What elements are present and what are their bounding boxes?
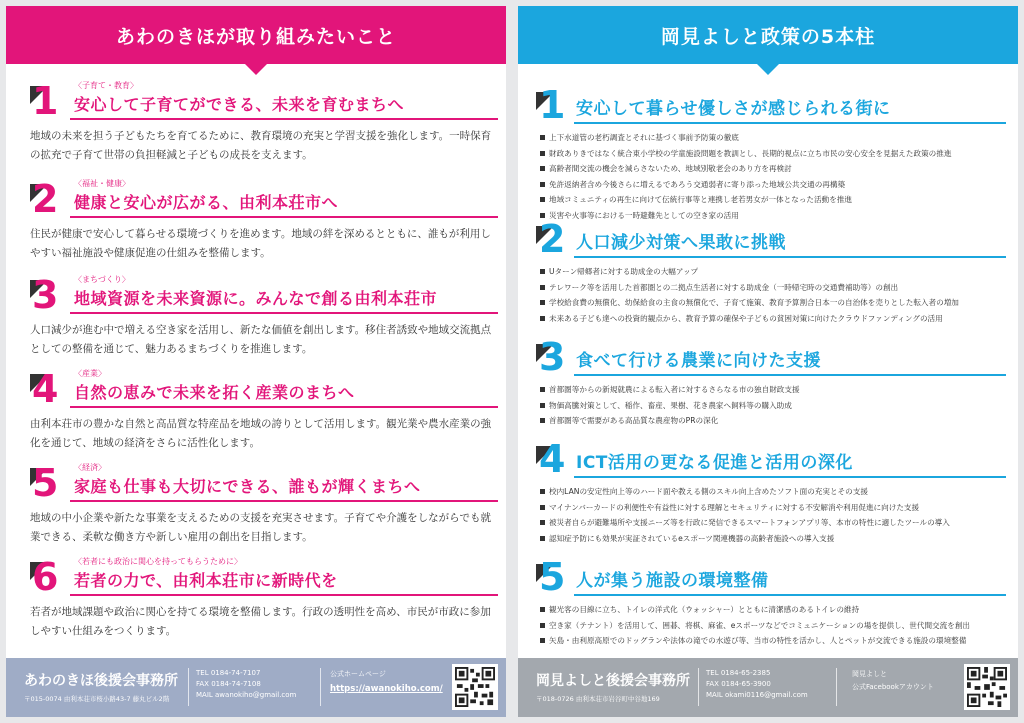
divider [836,668,837,706]
right-panel [518,6,1018,717]
web-label: 公式ホームページ [330,670,386,678]
item-category: 〈経済〉 [74,463,106,472]
divider [574,594,1006,596]
item-title: 若者の力で、由利本荘市に新時代を [74,571,338,590]
item-title: ICT活用の更なる促進と活用の深化 [576,453,853,473]
right-item-3 [536,335,1006,434]
item-title: 地域資源を未来資源に。みんなで創る由利本荘市 [74,289,438,308]
list-item: 上下水道管の老朽調査とそれに基づく事前予防策の徹底 [540,130,1010,146]
number-badge: 5 [536,564,568,604]
right-item-2 [536,217,1006,336]
item-body: 地域の未来を担う子どもたちを育てるために、教育環境の充実と学習支援を強化します。一時保育の拡充で子育て世帯の負担軽減と子どもの成長を支えます。 [30,130,492,161]
number-badge: 4 [32,367,59,411]
divider [574,374,1006,376]
tel: TEL 0184-65-2385 [706,669,771,677]
divider [70,216,498,218]
left-item-2 [30,178,492,278]
item-body: 人口減少が進む中で増える空き家を活用し、新たな価値を創出します。移住者誘致や地域交流拠点としての整備を通じて、魅力あるまちづくりを推進します。 [30,324,492,355]
item-body: 住民が健康で安心して暮らせる環境づくりを進めます。地域の絆を深めるとともに、誰もが利用しやすい福祉施設や健康促進の仕組みを整備します。 [30,228,491,259]
web-label: 岡見よしと [852,670,887,678]
list-item: 被災者自らが避難場所や支援ニーズ等を行政に発信できるスマートフォンアプリ等、本市の特性に適したツールの導入 [540,515,1010,531]
mail[interactable]: MAIL okami0116@gmail.com [706,691,808,699]
number-badge: 1 [536,92,568,132]
list-item: 認知症予防にも効果が実証されているeスポーツ関連機器の高齢者施設への導入支援 [540,531,1010,547]
bullet-list [540,602,1010,649]
contact-info [196,668,296,701]
office-name: あわのきほ後援会事務所 [24,673,178,689]
item-title: 安心して暮らせ優しさが感じられる街に [576,99,891,119]
list-item: 校内LANの安定性向上等のハード面や教える側のスキル向上含めたソフト面の充実とその支援 [540,484,1010,500]
right-item-4 [536,437,1006,556]
bullet-list [540,130,1010,223]
number-badge: 4 [536,446,568,486]
list-item: 高齢者間交流の機会を減らさないため、地域別敬老会のあり方を再検討 [540,161,1010,177]
item-category: 〈産業〉 [74,369,106,378]
divider [70,500,498,502]
divider [70,406,498,408]
bullet-list [540,382,1010,429]
office-address: 〒018-0726 由利本荘市岩谷町中谷地169 [536,695,660,703]
fax: FAX 0184-65-3900 [706,680,771,688]
list-item: 地域コミュニティの再生に向けて伝統行事等と連携し老若男女が一体となった活動を推進 [540,192,1010,208]
item-title: 食べて行ける農業に向けた支援 [576,351,821,371]
list-item: 免許返納者含め今後さらに増えるであろう交通弱者に寄り添った地域公共交通の再構築 [540,177,1010,193]
divider [70,118,498,120]
item-category: 〈福祉・健康〉 [74,179,130,188]
list-item: 観光客の目線に立ち、トイレの洋式化（ウォッシャー）とともに清潔感のあるトイレの維持 [540,602,1010,618]
left-item-6 [30,556,492,656]
item-title: 家庭も仕事も大切にできる、誰もが輝くまちへ [74,477,421,496]
left-header: あわのきほが取り組みたいこと [6,6,506,64]
list-item: 首都圏等で需要がある高品質な農産物のPRの深化 [540,413,1010,429]
divider [70,594,498,596]
number-badge: 1 [32,79,59,123]
divider [320,668,321,706]
list-item: 物価高騰対策として、稲作、畜産、果樹、花き農家へ飼料等の購入助成 [540,398,1010,414]
number-badge: 6 [32,555,59,599]
qr-code-graphic [967,667,1007,707]
item-body: 由利本荘市の豊かな自然と高品質な特産品を地域の誇りとして活用します。観光業や農水産業の強化を通じて、地域の経済をさらに活性化します。 [30,418,492,449]
qr-code-icon[interactable] [964,664,1010,710]
item-category: 〈若者にも政治に関心を持ってもらうために〉 [74,557,242,566]
bullet-list [540,484,1010,546]
qr-code-graphic [455,667,495,707]
left-item-5 [30,462,492,562]
right-header: 岡見よしと政策の5本柱 [518,6,1018,64]
divider [70,312,498,314]
list-item: Uターン帰郷者に対する助成金の大幅アップ [540,264,1010,280]
item-category: 〈まちづくり〉 [74,275,130,284]
office-address: 〒015-0074 由利本荘市桜小路43-7 藤丸ビル2階 [24,695,170,703]
list-item: マイナンバーカードの利便性や有益性に対する理解とセキュリティに対する不安解消や利用促進に向けた支援 [540,500,1010,516]
number-badge: 2 [536,226,568,266]
divider [188,668,189,706]
number-badge: 3 [536,344,568,384]
qr-code-icon[interactable] [452,664,498,710]
item-title: 自然の恵みで未来を拓く産業のまちへ [74,383,355,402]
list-item: 空き家（テナント）を活用して、囲碁、将棋、麻雀、eスポーツなどでコミュニケーションの場を提供し、世代間交流を創出 [540,618,1010,634]
item-title: 健康と安心が広がる、由利本荘市へ [74,193,339,212]
left-item-4 [30,368,492,468]
item-title: 安心して子育てができる、未来を育むまちへ [74,95,405,114]
website-link[interactable]: https://awanokiho.com/ [330,684,443,694]
divider [574,122,1006,124]
item-title: 人が集う施設の環境整備 [576,571,769,591]
right-footer [518,658,1018,717]
right-item-1 [536,83,1006,222]
number-badge: 2 [32,177,59,221]
list-item: 矢島・由利原高原でのドッグランや法体の滝での水遊び等、当市の特性を活かし、人とペットが交流できる施設の環境整備 [540,633,1010,649]
left-panel [6,6,506,717]
list-item: 災害や火事等における一時避難先としての空き家の活用 [540,208,1010,224]
office-name: 岡見よしと後援会事務所 [536,673,690,689]
item-category: 〈子育て・教育〉 [74,81,138,90]
number-badge: 3 [32,273,59,317]
item-title: 人口減少対策へ果敢に挑戦 [576,233,786,253]
tel: TEL 0184-74-7107 [196,669,261,677]
mail[interactable]: MAIL awanokiho@gmail.com [196,691,297,699]
list-item: 未来ある子ども達への投資的観点から、教育予算の確保や子どもの貧困対策に向けたクラウドファンディングの活用 [540,311,1010,327]
number-badge: 5 [32,461,59,505]
list-item: テレワーク等を活用した首都圏との二拠点生活者に対する助成金（一時帰宅時の交通費補助等）の創出 [540,280,1010,296]
fax: FAX 0184-74-7108 [196,680,261,688]
divider [574,476,1006,478]
left-item-3 [30,274,492,374]
bullet-list [540,264,1010,326]
list-item: 学校給食費の無償化、幼保給食の主食の無償化で、子育て施策、教育予算割合日本一の自治体を売りとした転入者の増加 [540,295,1010,311]
facebook-link[interactable]: 公式Facebookアカウント [852,683,934,691]
list-item: 首都圏等からの新規就農による転入者に対するさらなる市の独自財政支援 [540,382,1010,398]
item-body: 若者が地域課題や政治に関心を持てる環境を整備します。行政の透明性を高め、市民が市政に参加しやすい仕組みをつくります。 [30,606,491,637]
left-footer [6,658,506,717]
divider [698,668,699,706]
contact-info [706,668,808,701]
list-item: 財政ありきではなく統合東小学校の学童施設問題を教訓とし、長期的視点に立ち市民の安心安全を見据えた政策の推進 [540,146,1010,162]
item-body: 地域の中小企業や新たな事業を支えるための支援を充実させます。子育てや介護をしながらでも就業できる、柔軟な働き方や新しい雇用の創出を目指します。 [30,512,492,543]
left-item-1 [30,80,492,180]
right-item-5 [536,555,1006,654]
divider [574,256,1006,258]
